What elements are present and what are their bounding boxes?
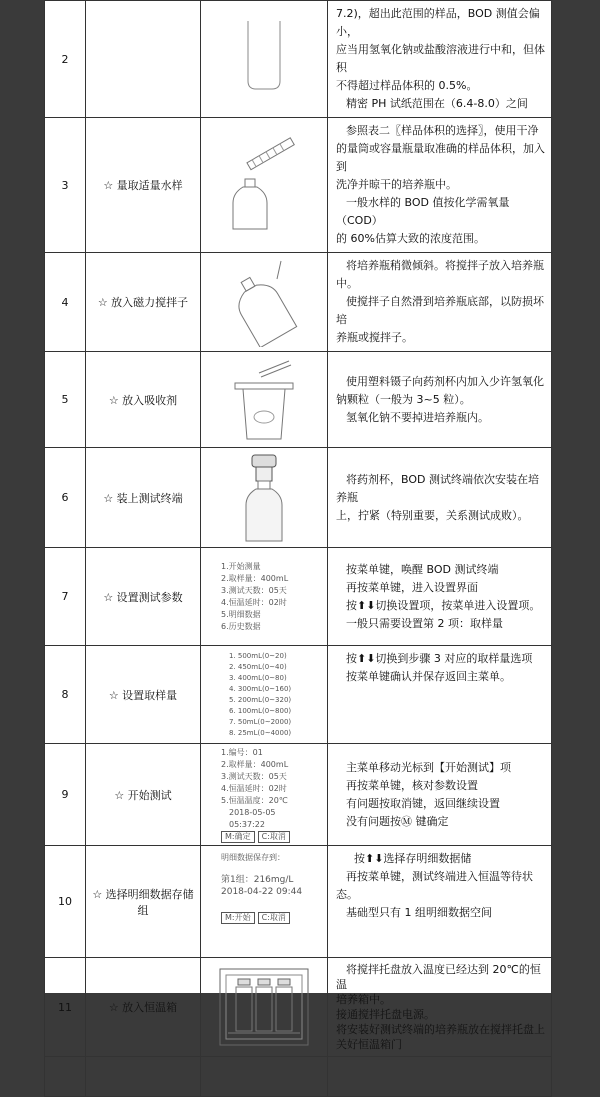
step-description (328, 646, 552, 744)
screen-line: 2.取样量：400mL (221, 759, 289, 769)
screen-line: 6.历史数据 (221, 621, 261, 631)
screen-line: 1. 500mL(0~20) (229, 651, 287, 660)
step-title (86, 1, 201, 118)
step-description (328, 744, 552, 846)
incubator-illustration (214, 965, 314, 1049)
bottle-illustration (244, 21, 284, 97)
screen-line: 4.恒温延时：02时 (221, 597, 287, 607)
bottle-with-terminal-illustration (234, 451, 294, 545)
cylinder-and-bottle-illustration (229, 137, 299, 233)
start-softkey: M:开始 (221, 912, 255, 924)
screen-line: 5.恒温温度：20℃ (221, 795, 288, 805)
desc-line: 参照表二〖样品体积的选择〗，使用干净 (346, 124, 539, 137)
step-figure (201, 118, 328, 253)
screen-line: 8. 25mL(0~4000) (229, 728, 292, 737)
step-title: ☆ 选择明细数据存储组 (86, 846, 201, 958)
confirm-softkey: M:确定 (221, 831, 255, 843)
step-title: ☆ 放入磁力搅拌子 (86, 253, 201, 352)
screen-line: 7. 50mL(0~2000) (229, 717, 292, 726)
screen-line: 2018-04-22 09:44 (221, 887, 303, 897)
desc-line: 的 60%估算大致的浓度范围。 (336, 232, 485, 245)
step-figure (201, 448, 328, 548)
lcd-screen (201, 744, 328, 846)
step-description (328, 448, 552, 548)
desc-line: 上，拧紧（特别重要，关系测试成败）。 (336, 508, 529, 522)
step-description (328, 352, 552, 448)
table-row (45, 253, 552, 352)
desc-line: 养瓶或搅拌子。 (336, 331, 413, 344)
step-number: 6 (45, 448, 86, 548)
step-title: ☆ 放入吸收剂 (86, 352, 201, 448)
step-number: 11 (45, 958, 86, 1057)
table-row (45, 958, 552, 1057)
screen-line: 4. 300mL(0~160) (229, 684, 292, 693)
screen-line: 3.测试天数：05天 (221, 585, 287, 595)
desc-line: 基础型只有 1 组明细数据空间 (346, 906, 492, 919)
desc-line: 再按菜单键，核对参数设置 (346, 778, 478, 792)
screen-line: 1.编号：01 (221, 747, 263, 757)
desc-line: 钠颗粒（一般为 3~5 粒）。 (336, 392, 471, 406)
step-number: 4 (45, 253, 86, 352)
desc-line: 再按菜单键，测试终端进入恒温等待状态。 (336, 870, 533, 901)
step-title: ☆ 开始测试 (86, 744, 201, 846)
step-title: ☆ 放入恒温箱 (86, 958, 201, 1057)
desc-line: 7.2)，超出此范围的样品，BOD 测值会偏小， (336, 7, 540, 38)
desc-line: 中。 (336, 277, 358, 290)
lcd-screen (201, 646, 328, 744)
step-title: ☆ 量取适量水样 (86, 118, 201, 253)
screen-line: 3.测试天数：05天 (221, 771, 287, 781)
step-number: 10 (45, 846, 86, 958)
step-description (328, 548, 552, 646)
screen-line: 4.恒温延时：02时 (221, 783, 287, 793)
desc-line: 洗净并晾干的培养瓶中。 (336, 178, 457, 191)
step-number: 5 (45, 352, 86, 448)
desc-line: 一般只需要设置第 2 项：取样量 (346, 616, 503, 630)
table-row (45, 646, 552, 744)
step-number: 9 (45, 744, 86, 846)
desc-line: 按⬆⬇选择存明细数据储 (354, 852, 472, 865)
desc-line: 按⬆⬇切换设置项，按菜单进入设置项。 (346, 598, 541, 612)
table-row (45, 118, 552, 253)
screen-line: 6. 100mL(0~800) (229, 706, 292, 715)
screen-line: 2. 450mL(0~40) (229, 662, 287, 671)
desc-line: 没有问题按Ⓜ 键确定 (346, 814, 449, 828)
desc-line: 将搅拌托盘放入温度已经达到 20℃的恒温 (336, 963, 541, 991)
step-description (328, 958, 552, 1057)
screen-line: 明细数据保存到： (221, 853, 285, 862)
desc-line: 将药剂杯，BOD 测试终端依次安装在培养瓶 (336, 472, 539, 504)
table-row (45, 548, 552, 646)
step-figure (201, 253, 328, 352)
step-title: ☆ 设置测试参数 (86, 548, 201, 646)
desc-line: 使搅拌子自然滑到培养瓶底部，以防损坏培 (336, 295, 544, 326)
desc-line: 按菜单键确认并保存返回主菜单。 (346, 670, 511, 683)
screen-line: 2.取样量：400mL (221, 573, 289, 583)
step-figure (201, 352, 328, 448)
table-row (45, 352, 552, 448)
desc-line: 关好恒温箱门 (336, 1038, 402, 1051)
desc-line: 的量筒或容量瓶量取准确的样品体积，加入到 (336, 142, 545, 173)
desc-line: 按⬆⬇切换到步骤 3 对应的取样量选项 (346, 652, 533, 665)
desc-line: 接通搅拌托盘电源。 (336, 1008, 435, 1021)
desc-line: 不得超过样品体积的 0.5%。 (336, 79, 478, 92)
lcd-screen (201, 548, 328, 646)
step-title: ☆ 设置取样量 (86, 646, 201, 744)
desc-line: 精密 PH 试纸范围在（6.4-8.0）之间 (346, 97, 528, 110)
desc-line: 应当用氢氧化钠或盐酸溶液进行中和，但体积 (336, 43, 545, 74)
desc-line: 按菜单键，唤醒 BOD 测试终端 (346, 562, 499, 576)
step-number: 8 (45, 646, 86, 744)
desc-line: 再按菜单键，进入设置界面 (346, 580, 478, 594)
cancel-softkey: C:取消 (258, 831, 290, 843)
document-page (44, 0, 552, 1051)
desc-line: 使用塑料镊子向药剂杯内加入少许氢氧化 (346, 374, 544, 388)
screen-line: 5.明细数据 (221, 609, 261, 619)
lcd-screen (201, 846, 328, 958)
screen-line: 第1组：216mg/L (221, 875, 294, 885)
screen-line: 3. 400mL(0~80) (229, 673, 287, 682)
tilted-bottle-illustration (229, 257, 299, 347)
step-figure (201, 958, 328, 1057)
screen-line: 05:37:22 (229, 819, 265, 829)
procedure-table (44, 0, 552, 1097)
step-number: 3 (45, 118, 86, 253)
desc-line: 主菜单移动光标到【开始测试】项 (346, 760, 511, 774)
reagent-cup-illustration (229, 355, 299, 445)
cancel-softkey: C:取消 (258, 912, 290, 924)
desc-line: 将安装好测试终端的培养瓶放在搅拌托盘上 (336, 1023, 545, 1036)
screen-line: 2018-05-05 (229, 807, 276, 817)
desc-line: 将培养瓶稍微倾斜。将搅拌子放入培养瓶 (346, 259, 544, 272)
step-figure (201, 1, 328, 118)
screen-line: 5. 200mL(0~320) (229, 695, 292, 704)
table-row (45, 846, 552, 958)
step-title: ☆ 装上测试终端 (86, 448, 201, 548)
desc-line: 氢氧化钠不要掉进培养瓶内。 (346, 410, 489, 424)
desc-line: 一般水样的 BOD 值按化学需氧量（COD） (336, 196, 510, 227)
screen-line: 1.开始测量 (221, 561, 261, 571)
table-row (45, 1, 552, 118)
step-description (328, 118, 552, 253)
table-row (45, 448, 552, 548)
desc-line: 培养箱中。 (336, 993, 391, 1006)
step-description (328, 846, 552, 958)
step-description (328, 1, 552, 118)
step-description (328, 253, 552, 352)
step-number: 2 (45, 1, 86, 118)
step-number: 7 (45, 548, 86, 646)
desc-line: 有问题按取消键，返回继续设置 (346, 796, 500, 810)
table-row (45, 1057, 552, 1097)
table-row (45, 744, 552, 846)
